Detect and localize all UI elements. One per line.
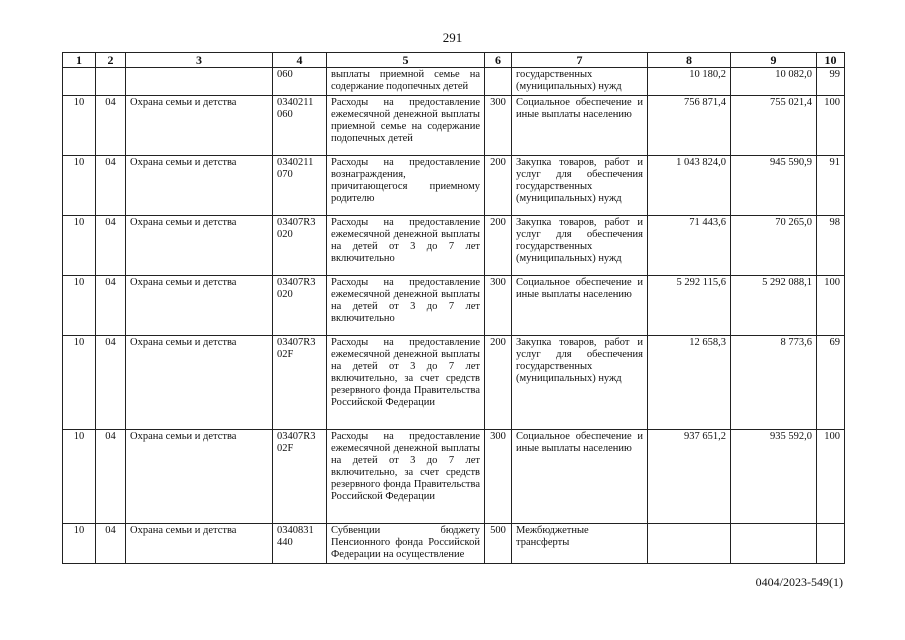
description-cell: Расходы на предоставление ежемесячной денежной выплаты на детей от 3 до 7 лет включительно, за счет средств резервного фонда Правительства Российской Федерации xyxy=(327,336,485,430)
percent-cell: 99 xyxy=(817,68,845,96)
table-row xyxy=(63,216,845,276)
planned-amount-cell: 937 651,2 xyxy=(648,430,731,524)
planned-amount-cell: 10 180,2 xyxy=(648,68,731,96)
header-cell: 8 xyxy=(648,53,731,68)
section-name-cell: Охрана семьи и детства xyxy=(126,336,273,430)
table-row xyxy=(63,156,845,216)
header-cell: 5 xyxy=(327,53,485,68)
target-code-cell: 060 xyxy=(273,68,327,96)
table-row xyxy=(63,430,845,524)
table-row xyxy=(63,276,845,336)
budget-table xyxy=(62,52,845,564)
percent-cell: 100 xyxy=(817,96,845,156)
subsection-cell: 04 xyxy=(96,216,126,276)
section-cell: 10 xyxy=(63,96,96,156)
expense-type-code-cell: 300 xyxy=(485,276,512,336)
table-row xyxy=(63,68,845,96)
header-cell: 2 xyxy=(96,53,126,68)
subsection-cell: 04 xyxy=(96,276,126,336)
expense-type-code-cell: 300 xyxy=(485,96,512,156)
percent-cell: 100 xyxy=(817,276,845,336)
planned-amount-cell: 71 443,6 xyxy=(648,216,731,276)
header-cell: 4 xyxy=(273,53,327,68)
actual-amount-cell: 70 265,0 xyxy=(731,216,817,276)
expense-type-code-cell: 300 xyxy=(485,430,512,524)
actual-amount-cell xyxy=(731,524,817,564)
expense-type-code-cell: 200 xyxy=(485,336,512,430)
description-cell: Субвенции бюджету Пенсионного фонда Российской Федерации на осуществление xyxy=(327,524,485,564)
section-name-cell: Охрана семьи и детства xyxy=(126,430,273,524)
header-cell: 1 xyxy=(63,53,96,68)
section-name-cell xyxy=(126,68,273,96)
actual-amount-cell: 755 021,4 xyxy=(731,96,817,156)
expense-type-code-cell: 500 xyxy=(485,524,512,564)
target-code-cell: 03407R3 020 xyxy=(273,276,327,336)
expense-type-cell: государственных (муниципальных) нужд xyxy=(512,68,648,96)
section-cell: 10 xyxy=(63,430,96,524)
target-code-cell: 03407R3 02F xyxy=(273,336,327,430)
subsection-cell: 04 xyxy=(96,156,126,216)
description-cell: Расходы на предоставление ежемесячной денежной выплаты приемной семье на содержание подопечных детей xyxy=(327,96,485,156)
expense-type-cell: Социальное обеспечение и иные выплаты населению xyxy=(512,96,648,156)
expense-type-code-cell: 200 xyxy=(485,156,512,216)
planned-amount-cell: 1 043 824,0 xyxy=(648,156,731,216)
header-cell: 7 xyxy=(512,53,648,68)
actual-amount-cell: 5 292 088,1 xyxy=(731,276,817,336)
planned-amount-cell xyxy=(648,524,731,564)
percent-cell: 98 xyxy=(817,216,845,276)
planned-amount-cell: 12 658,3 xyxy=(648,336,731,430)
section-cell: 10 xyxy=(63,216,96,276)
description-cell: Расходы на предоставление ежемесячной денежной выплаты на детей от 3 до 7 лет включительно xyxy=(327,276,485,336)
subsection-cell: 04 xyxy=(96,336,126,430)
percent-cell: 69 xyxy=(817,336,845,430)
expense-type-cell: Межбюджетные трансферты xyxy=(512,524,648,564)
section-name-cell: Охрана семьи и детства xyxy=(126,156,273,216)
expense-type-cell: Социальное обеспечение и иные выплаты населению xyxy=(512,276,648,336)
actual-amount-cell: 8 773,6 xyxy=(731,336,817,430)
expense-type-code-cell xyxy=(485,68,512,96)
table-row xyxy=(63,336,845,430)
section-name-cell: Охрана семьи и детства xyxy=(126,96,273,156)
header-cell: 6 xyxy=(485,53,512,68)
subsection-cell xyxy=(96,68,126,96)
section-cell: 10 xyxy=(63,156,96,216)
target-code-cell: 0340211 060 xyxy=(273,96,327,156)
target-code-cell: 03407R3 020 xyxy=(273,216,327,276)
header-row xyxy=(63,53,845,68)
planned-amount-cell: 756 871,4 xyxy=(648,96,731,156)
percent-cell xyxy=(817,524,845,564)
expense-type-cell: Социальное обеспечение и иные выплаты населению xyxy=(512,430,648,524)
actual-amount-cell: 10 082,0 xyxy=(731,68,817,96)
section-cell: 10 xyxy=(63,524,96,564)
percent-cell: 91 xyxy=(817,156,845,216)
planned-amount-cell: 5 292 115,6 xyxy=(648,276,731,336)
expense-type-code-cell: 200 xyxy=(485,216,512,276)
actual-amount-cell: 945 590,9 xyxy=(731,156,817,216)
description-cell: Расходы на предоставление ежемесячной денежной выплаты на детей от 3 до 7 лет включительно, за счет средств резервного фонда Правительства Российской Федерации xyxy=(327,430,485,524)
section-cell xyxy=(63,68,96,96)
section-cell: 10 xyxy=(63,276,96,336)
table-row xyxy=(63,524,845,564)
header-cell: 3 xyxy=(126,53,273,68)
description-cell: выплаты приемной семье на содержание подопечных детей xyxy=(327,68,485,96)
section-name-cell: Охрана семьи и детства xyxy=(126,216,273,276)
description-cell: Расходы на предоставление ежемесячной денежной выплаты на детей от 3 до 7 лет включительно xyxy=(327,216,485,276)
expense-type-cell: Закупка товаров, работ и услуг для обеспечения государственных (муниципальных) нужд xyxy=(512,156,648,216)
target-code-cell: 0340831 440 xyxy=(273,524,327,564)
table-row xyxy=(63,96,845,156)
document-code: 0404/2023-549(1) xyxy=(755,575,843,589)
expense-type-cell: Закупка товаров, работ и услуг для обеспечения государственных (муниципальных) нужд xyxy=(512,336,648,430)
subsection-cell: 04 xyxy=(96,524,126,564)
expense-type-cell: Закупка товаров, работ и услуг для обеспечения государственных (муниципальных) нужд xyxy=(512,216,648,276)
header-cell: 9 xyxy=(731,53,817,68)
section-name-cell: Охрана семьи и детства xyxy=(126,276,273,336)
target-code-cell: 0340211 070 xyxy=(273,156,327,216)
description-cell: Расходы на предоставление вознаграждения, причитающегося приемному родителю xyxy=(327,156,485,216)
subsection-cell: 04 xyxy=(96,96,126,156)
subsection-cell: 04 xyxy=(96,430,126,524)
header-cell: 10 xyxy=(817,53,845,68)
percent-cell: 100 xyxy=(817,430,845,524)
section-name-cell: Охрана семьи и детства xyxy=(126,524,273,564)
section-cell: 10 xyxy=(63,336,96,430)
target-code-cell: 03407R3 02F xyxy=(273,430,327,524)
page-number: 291 xyxy=(442,30,463,45)
actual-amount-cell: 935 592,0 xyxy=(731,430,817,524)
